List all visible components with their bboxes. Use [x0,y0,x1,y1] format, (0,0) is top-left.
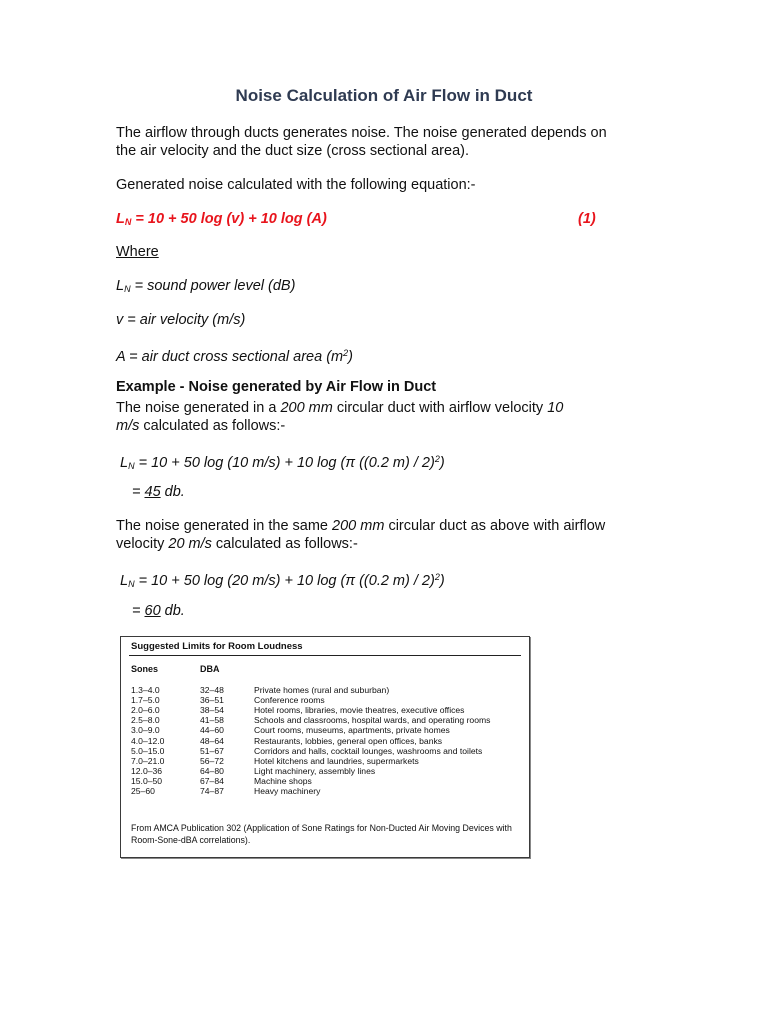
result-value: 45 [144,484,161,500]
equation-rhs: = 10 + 50 log (v) + 10 log (A) [131,211,327,227]
page-title: Noise Calculation of Air Flow in Duct [235,86,533,105]
example-p2-line2 [116,535,646,553]
sones-cell: 25–60 [131,786,155,796]
result-1 [132,483,185,501]
equation-lhs-sub: N [124,217,132,227]
description-cell: Restaurants, lobbies, general open offices, banks [254,735,443,746]
calc-1 [120,450,445,475]
table-title: Suggested Limits for Room Loudness [131,641,303,652]
intro-line-2: the air velocity and the duct size (cross sectional area). [116,143,469,159]
text-run: The noise generated in a [116,400,281,416]
result-value: 60 [144,603,161,619]
sones-cell: 1.7–5.0 [131,695,160,706]
calc-2 [120,568,445,593]
sones-cell: 3.0–9.0 [131,725,160,736]
description-cell: Private homes (rural and suburban) [254,685,390,695]
def-text: A = air duct cross sectional area (m [116,349,344,365]
description-cell: Machine shops [254,775,312,786]
sones-cell: 2.5–8.0 [131,715,160,726]
generated-text: Generated noise calculated with the following equation:- [116,177,476,193]
description-cell: Corridors and halls, cocktail lounges, washrooms and toilets [254,745,483,756]
text-run: calculated as follows:- [139,418,286,434]
example-p1-line2 [116,417,636,435]
result-2 [132,602,185,620]
example-paragraph-2 [116,517,646,553]
text-run: 200 mm [280,400,333,416]
calc-symbol: L [120,455,129,471]
calc-sup: 2 [434,572,440,582]
table-footnote: From AMCA Publication 302 (Application of Sone Ratings for Non-Ducted Air Moving Devices with Room-Sone-dBA correlations). [131,823,512,845]
example-p2-line1 [116,517,646,535]
dba-cell: 67–84 [200,775,224,786]
sones-cell: 5.0–15.0 [131,745,165,756]
text-run: circular duct with airflow velocity [332,400,548,416]
table-row [121,786,529,797]
text-run: The noise generated in the same [116,518,333,534]
description-cell: Court rooms, museums, apartments, private homes [254,725,450,736]
sones-cell: 4.0–12.0 [131,735,165,746]
result-unit: db. [160,603,185,619]
description-cell: Hotel rooms, libraries, movie theatres, executive offices [254,705,465,716]
sones-cell: 1.3–4.0 [131,685,160,695]
example-p1-line1 [116,399,636,417]
result-prefix: = [132,603,145,619]
dba-cell: 41–58 [200,715,224,726]
result-unit: db. [160,484,185,500]
text-run: 200 mm [332,518,385,534]
description-cell: Conference rooms [254,695,325,706]
column-header-dba: DBA [200,664,220,674]
intro-line-1: The airflow through ducts generates noise. The noise generated depends on [116,125,607,141]
def-sup: 2 [343,348,349,358]
example-heading: Example - Noise generated by Air Flow in Duct [116,379,437,395]
def-tail: ) [348,349,353,365]
table-divider [129,655,521,656]
text-run: calculated as follows:- [211,536,358,552]
sones-cell: 12.0–36 [131,765,163,776]
intro-paragraph [116,124,607,160]
calc-rhs: = 10 + 50 log (10 m/s) + 10 log (π ((0.2 m) / 2) [134,455,435,471]
dba-cell: 38–54 [200,705,224,716]
dba-cell: 44–60 [200,725,224,736]
def-velocity: v = air velocity (m/s) [116,312,246,328]
text-run: circular duct as above with airflow [384,518,606,534]
dba-cell: 32–48 [200,685,224,695]
equation-number: (1) [578,211,596,227]
dba-cell: 64–80 [200,765,224,776]
description-cell: Heavy machinery [254,786,321,796]
dba-cell: 56–72 [200,755,224,766]
calc-rhs: = 10 + 50 log (20 m/s) + 10 log (π ((0.2 m) / 2) [134,573,435,589]
room-loudness-table [120,636,530,858]
where-label: Where [116,244,159,260]
equation-lhs: L [116,211,125,227]
sones-cell: 15.0–50 [131,775,163,786]
equation-1 [116,210,606,231]
dba-cell: 74–87 [200,786,224,796]
example-paragraph-1 [116,399,636,435]
calc-symbol-sub: N [128,461,135,471]
description-cell: Light machinery, assembly lines [254,765,376,776]
text-run: 20 m/s [168,536,212,552]
text-run: m/s [116,418,140,434]
def-area [116,344,353,366]
dba-cell: 48–64 [200,735,224,746]
calc-end: ) [439,573,445,589]
def-symbol-sub: N [124,284,131,294]
dba-cell: 51–67 [200,745,224,756]
calc-symbol: L [120,573,129,589]
description-cell: Hotel kitchens and laundries, supermarkets [254,755,419,766]
def-symbol: L [116,278,125,294]
calc-symbol-sub: N [128,579,135,589]
text-run: velocity [116,536,169,552]
column-header-sones: Sones [131,664,159,674]
def-sound-power [116,277,295,298]
description-cell: Schools and classrooms, hospital wards, and operating rooms [254,715,491,726]
def-text: = sound power level (dB) [130,278,296,294]
text-run: 10 [547,400,564,416]
result-prefix: = [132,484,145,500]
sones-cell: 7.0–21.0 [131,755,165,766]
sones-cell: 2.0–6.0 [131,705,160,716]
calc-sup: 2 [434,454,440,464]
dba-cell: 36–51 [200,695,224,706]
calc-end: ) [439,455,445,471]
